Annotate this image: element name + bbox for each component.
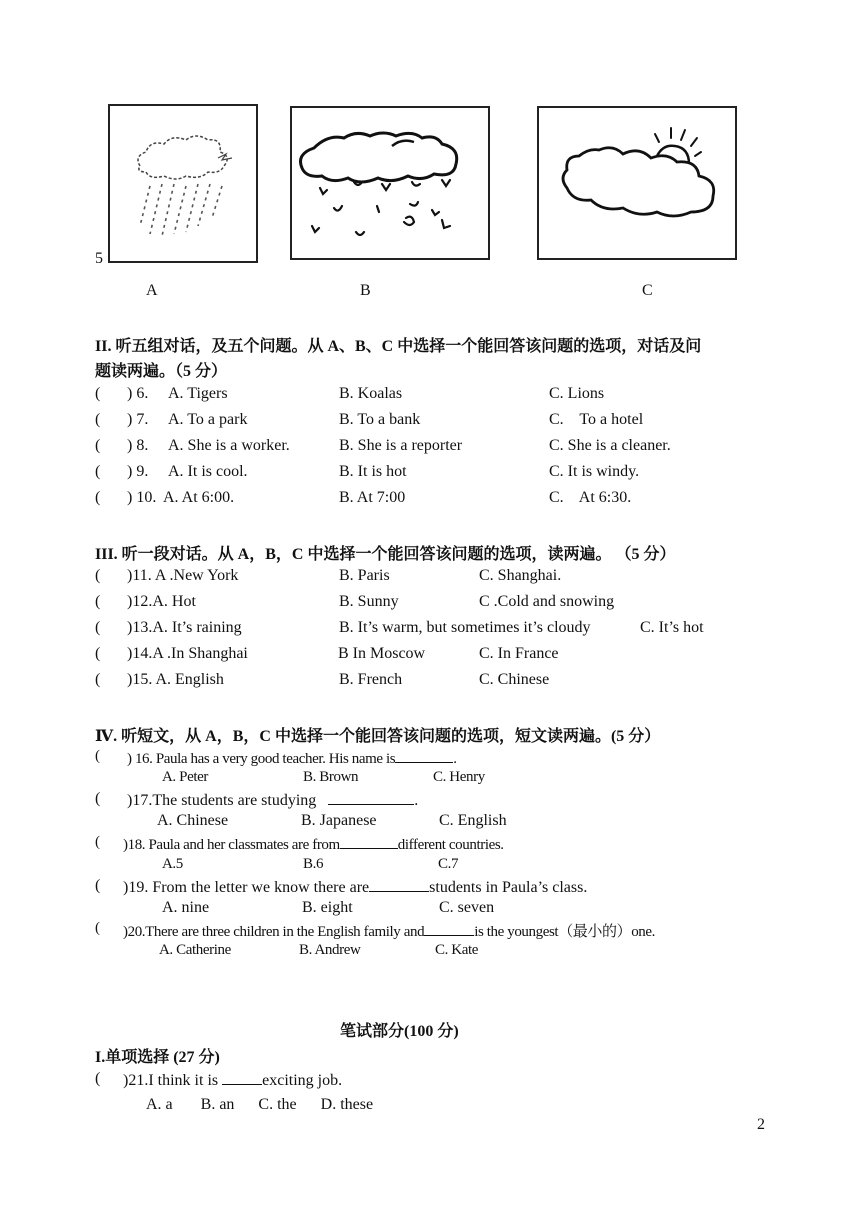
answer-paren[interactable]: ( bbox=[95, 790, 101, 807]
answer-paren[interactable]: ( bbox=[95, 1070, 101, 1087]
stem-end: students in Paula’s class. bbox=[429, 879, 588, 896]
option-c: C. seven bbox=[439, 899, 495, 916]
option-b: B. Paris bbox=[339, 567, 390, 584]
picture-question-number: 5 bbox=[95, 250, 103, 267]
option-c: C .Cold and snowing bbox=[479, 593, 615, 610]
option-b: B. She is a reporter bbox=[339, 437, 463, 454]
option-b: B. It is hot bbox=[339, 463, 407, 480]
page-number: 2 bbox=[757, 1116, 765, 1133]
option-c: C. Henry bbox=[433, 769, 485, 785]
question-stem bbox=[127, 790, 418, 810]
answer-paren[interactable]: ( bbox=[95, 748, 100, 764]
option-b: B. To a bank bbox=[339, 411, 421, 428]
option-a: A. Peter bbox=[162, 769, 208, 785]
section2-title-line1: II. 听五组对话，及五个问题。从 A、B、C 中选择一个能回答该问题的选项，对话及问 bbox=[95, 338, 702, 355]
written-section1-title: I.单项选择 (27 分) bbox=[95, 1049, 220, 1066]
option-c: C. Lions bbox=[549, 385, 605, 402]
option-a: )14.A .In Shanghai bbox=[127, 645, 248, 662]
question-21-options: A. a B. an C. the D. these bbox=[146, 1096, 374, 1113]
option-a: )15. A. English bbox=[127, 671, 224, 688]
option-b: B. At 7:00 bbox=[339, 489, 406, 506]
answer-blank[interactable] bbox=[340, 834, 398, 849]
answer-paren[interactable]: ( bbox=[95, 411, 101, 428]
answer-blank[interactable] bbox=[424, 921, 474, 936]
option-c: C. English bbox=[439, 812, 507, 829]
option-b: B. It’s warm, but sometimes it’s cloudy bbox=[339, 619, 591, 636]
answer-paren[interactable]: ( bbox=[95, 671, 101, 688]
option-b: B. Andrew bbox=[299, 942, 361, 958]
option-b: B In Moscow bbox=[338, 645, 426, 662]
picture-b-snow bbox=[290, 106, 490, 260]
answer-paren[interactable]: ( bbox=[95, 437, 101, 454]
option-a: A. She is a worker. bbox=[168, 437, 290, 454]
question-stem bbox=[123, 877, 587, 897]
option-a: A. To a park bbox=[168, 411, 248, 428]
answer-paren[interactable]: ( bbox=[95, 593, 101, 610]
question-number: ) 10. bbox=[127, 489, 157, 506]
written-part-heading: 笔试部分(100 分) bbox=[340, 1023, 459, 1040]
rain-cloud-icon bbox=[110, 106, 256, 261]
option-a: )11. A .New York bbox=[127, 567, 239, 584]
answer-blank[interactable] bbox=[328, 790, 414, 805]
stem-end: exciting job. bbox=[262, 1072, 343, 1089]
option-b: B. eight bbox=[302, 899, 353, 916]
picture-a-rain bbox=[108, 104, 258, 263]
picture-c-sun-cloud bbox=[537, 106, 737, 260]
stem-text: )20.There are three children in the English family and bbox=[123, 924, 425, 940]
stem-text: )19. From the letter we know there are bbox=[123, 879, 370, 896]
answer-paren[interactable]: ( bbox=[95, 489, 101, 506]
option-c: C. To a hotel bbox=[549, 411, 644, 428]
answer-blank[interactable] bbox=[369, 877, 429, 892]
option-b: B. Brown bbox=[303, 769, 359, 785]
section2-title-line2: 题读两遍。（5 分） bbox=[95, 363, 228, 380]
answer-paren[interactable]: ( bbox=[95, 619, 101, 636]
stem-text: )17.The students are studying bbox=[127, 792, 321, 809]
section3-title: III. 听一段对话。从 A，B，C 中选择一个能回答该问题的选项，读两遍。 （5 分） bbox=[95, 546, 676, 563]
picture-label-b: B bbox=[360, 282, 371, 299]
option-a: )13.A. It’s raining bbox=[127, 619, 242, 636]
answer-paren[interactable]: ( bbox=[95, 834, 100, 850]
question-number: ) 6. bbox=[127, 385, 149, 402]
option-b: B.6 bbox=[303, 856, 324, 872]
option-c: C. Shanghai. bbox=[479, 567, 562, 584]
answer-paren[interactable]: ( bbox=[95, 567, 101, 584]
option-c: C. It’s hot bbox=[640, 619, 704, 636]
answer-paren[interactable]: ( bbox=[95, 463, 101, 480]
option-b: B. Japanese bbox=[301, 812, 377, 829]
option-c: C.7 bbox=[438, 856, 459, 872]
option-a: A. At 6:00. bbox=[163, 489, 235, 506]
option-a: A. nine bbox=[162, 899, 210, 916]
option-b: B. French bbox=[339, 671, 403, 688]
picture-label-a: A bbox=[146, 282, 158, 299]
option-c: C. In France bbox=[479, 645, 559, 662]
option-c: C. At 6:30. bbox=[549, 489, 632, 506]
question-stem bbox=[123, 1070, 342, 1090]
question-number: ) 7. bbox=[127, 411, 149, 428]
snow-cloud-icon bbox=[292, 108, 488, 258]
stem-end: . bbox=[414, 792, 419, 809]
answer-paren[interactable]: ( bbox=[95, 645, 101, 662]
option-c: C. Kate bbox=[435, 942, 479, 958]
answer-paren[interactable]: ( bbox=[95, 920, 100, 936]
answer-blank[interactable] bbox=[395, 748, 453, 763]
option-b: B. Sunny bbox=[339, 593, 399, 610]
section4-title: Ⅳ. 听短文，从 A，B，C 中选择一个能回答该问题的选项，短文读两遍。(5 分） bbox=[95, 728, 661, 745]
option-a: A.5 bbox=[162, 856, 183, 872]
option-a: A. Tigers bbox=[168, 385, 228, 402]
stem-end: . bbox=[453, 751, 457, 767]
option-a: A. Catherine bbox=[159, 942, 231, 958]
option-a: A. Chinese bbox=[157, 812, 229, 829]
question-stem bbox=[123, 920, 655, 941]
stem-text: ) 16. Paula has a very good teacher. His name is bbox=[127, 751, 396, 767]
option-c: C. It is windy. bbox=[549, 463, 640, 480]
question-number: ) 9. bbox=[127, 463, 149, 480]
question-stem bbox=[123, 834, 504, 854]
answer-blank[interactable] bbox=[222, 1070, 262, 1085]
option-a: )12.A. Hot bbox=[127, 593, 196, 610]
answer-paren[interactable]: ( bbox=[95, 877, 101, 894]
option-c: C. Chinese bbox=[479, 671, 550, 688]
question-number: ) 8. bbox=[127, 437, 149, 454]
stem-end: different countries. bbox=[397, 837, 504, 853]
answer-paren[interactable]: ( bbox=[95, 385, 101, 402]
option-b: B. Koalas bbox=[339, 385, 403, 402]
question-stem bbox=[127, 748, 457, 768]
stem-end: is the youngest（最小的）one. bbox=[474, 924, 656, 940]
sun-cloud-icon bbox=[539, 108, 735, 258]
option-c: C. She is a cleaner. bbox=[549, 437, 671, 454]
stem-text: )18. Paula and her classmates are from bbox=[123, 837, 340, 853]
picture-label-c: C bbox=[642, 282, 653, 299]
option-a: A. It is cool. bbox=[168, 463, 248, 480]
stem-text: )21.I think it is bbox=[123, 1072, 223, 1089]
